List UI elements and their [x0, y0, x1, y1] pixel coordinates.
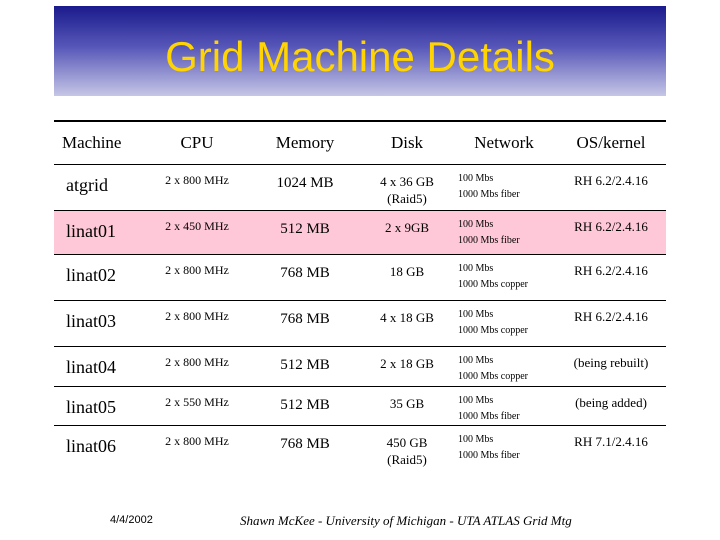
memory-value-line1: 512 MB [280, 357, 330, 373]
machine-name [54, 255, 146, 301]
table-row [54, 301, 666, 347]
table-row [54, 211, 666, 255]
disk-value-line1: 2 x 18 GB [380, 356, 434, 371]
network-value-line1: 100 Mbs [458, 219, 494, 230]
network-value-line1: 100 Mbs [458, 263, 494, 274]
disk-value-line2: (Raid5) [387, 452, 427, 467]
network-value [452, 387, 556, 426]
os-kernel-value [556, 426, 666, 476]
slide-title: Grid Machine Details [165, 33, 555, 80]
machine-name-line1: linat03 [66, 311, 116, 331]
os-kernel-value [556, 165, 666, 211]
os-kernel-value-line1: (being rebuilt) [573, 355, 649, 370]
footer-credit: Shawn McKee - University of Michigan - UTA ATLAS Grid Mtg [240, 513, 572, 528]
network-value-line2: 1000 Mbs fiber [458, 235, 520, 246]
network-value [452, 211, 556, 255]
memory-value [248, 387, 362, 426]
memory-value [248, 255, 362, 301]
machine-name-line1: linat06 [66, 436, 116, 456]
cpu-value-line1: 2 x 800 MHz [165, 173, 229, 187]
network-value-line1: 100 Mbs [458, 309, 494, 320]
memory-value [248, 301, 362, 347]
network-value-line2: 1000 Mbs fiber [458, 450, 520, 461]
cpu-value-line1: 2 x 450 MHz [165, 219, 229, 233]
network-value [452, 165, 556, 211]
disk-value [362, 387, 452, 426]
machine-name-line1: linat01 [66, 221, 116, 241]
cpu-value [146, 387, 248, 426]
disk-value [362, 301, 452, 347]
network-value-line2: 1000 Mbs copper [458, 371, 528, 382]
os-kernel-value-line1: RH 6.2/2.4.16 [574, 309, 648, 324]
os-kernel-value-line1: RH 7.1/2.4.16 [574, 434, 648, 449]
machine-name-line1: linat02 [66, 265, 116, 285]
cpu-value-line1: 2 x 800 MHz [165, 355, 229, 369]
memory-value-line1: 768 MB [280, 265, 330, 281]
cpu-value [146, 347, 248, 387]
memory-value-line1: 768 MB [280, 311, 330, 327]
memory-value [248, 211, 362, 255]
memory-value [248, 426, 362, 476]
network-value-line1: 100 Mbs [458, 434, 494, 445]
network-value-line2: 1000 Mbs copper [458, 325, 528, 336]
table-row [54, 347, 666, 387]
os-kernel-value-line1: (being added) [575, 395, 647, 410]
network-value [452, 255, 556, 301]
cpu-value [146, 426, 248, 476]
network-value [452, 301, 556, 347]
cpu-value [146, 165, 248, 211]
cpu-value [146, 211, 248, 255]
table-row [54, 255, 666, 301]
cpu-value-line1: 2 x 800 MHz [165, 309, 229, 323]
disk-value [362, 347, 452, 387]
memory-value [248, 165, 362, 211]
header-network: Network [452, 121, 556, 165]
machine-name [54, 165, 146, 211]
network-value-line1: 100 Mbs [458, 395, 494, 406]
machine-table [54, 120, 666, 476]
disk-value-line1: 450 GB [386, 435, 428, 450]
machine-name [54, 387, 146, 426]
machine-name [54, 211, 146, 255]
table-row [54, 387, 666, 426]
disk-value-line2: (Raid5) [387, 191, 427, 206]
os-kernel-value-line1: RH 6.2/2.4.16 [574, 219, 648, 234]
network-value-line2: 1000 Mbs fiber [458, 189, 520, 200]
disk-value [362, 165, 452, 211]
network-value-line2: 1000 Mbs fiber [458, 411, 520, 422]
os-kernel-value-line1: RH 6.2/2.4.16 [574, 173, 648, 188]
table-header-row [54, 121, 666, 165]
footer-date: 4/4/2002 [110, 514, 153, 526]
header-memory: Memory [248, 121, 362, 165]
disk-value-line1: 18 GB [389, 264, 425, 279]
cpu-value [146, 255, 248, 301]
os-kernel-value [556, 211, 666, 255]
machine-name [54, 426, 146, 476]
network-value-line1: 100 Mbs [458, 173, 494, 184]
disk-value-line1: 4 x 36 GB [380, 174, 434, 189]
disk-value-line1: 4 x 18 GB [380, 310, 434, 325]
disk-value [362, 426, 452, 476]
os-kernel-value [556, 301, 666, 347]
header-machine: Machine [54, 121, 146, 165]
memory-value-line1: 512 MB [280, 221, 330, 237]
os-kernel-value [556, 347, 666, 387]
machine-name [54, 347, 146, 387]
disk-value-line1: 2 x 9GB [384, 220, 430, 235]
cpu-value-line1: 2 x 800 MHz [165, 263, 229, 277]
disk-value [362, 211, 452, 255]
memory-value-line1: 768 MB [280, 436, 330, 452]
header-cpu: CPU [146, 121, 248, 165]
network-value-line2: 1000 Mbs copper [458, 279, 528, 290]
header-disk: Disk [362, 121, 452, 165]
machine-name-line1: atgrid [66, 175, 108, 195]
network-value [452, 347, 556, 387]
memory-value-line1: 512 MB [280, 397, 330, 413]
memory-value [248, 347, 362, 387]
table-row [54, 165, 666, 211]
os-kernel-value [556, 255, 666, 301]
header-os: OS/kernel [556, 121, 666, 165]
disk-value [362, 255, 452, 301]
machine-name-line1: linat05 [66, 397, 116, 417]
cpu-value-line1: 2 x 550 MHz [165, 395, 229, 409]
network-value-line1: 100 Mbs [458, 355, 494, 366]
disk-value-line1: 35 GB [389, 396, 425, 411]
machine-name [54, 301, 146, 347]
cpu-value-line1: 2 x 800 MHz [165, 434, 229, 448]
network-value [452, 426, 556, 476]
cpu-value [146, 301, 248, 347]
os-kernel-value-line1: RH 6.2/2.4.16 [574, 263, 648, 278]
title-banner [54, 6, 666, 96]
table-row [54, 426, 666, 476]
os-kernel-value [556, 387, 666, 426]
table-body [54, 165, 666, 476]
memory-value-line1: 1024 MB [276, 175, 334, 191]
machine-name-line1: linat04 [66, 357, 116, 377]
